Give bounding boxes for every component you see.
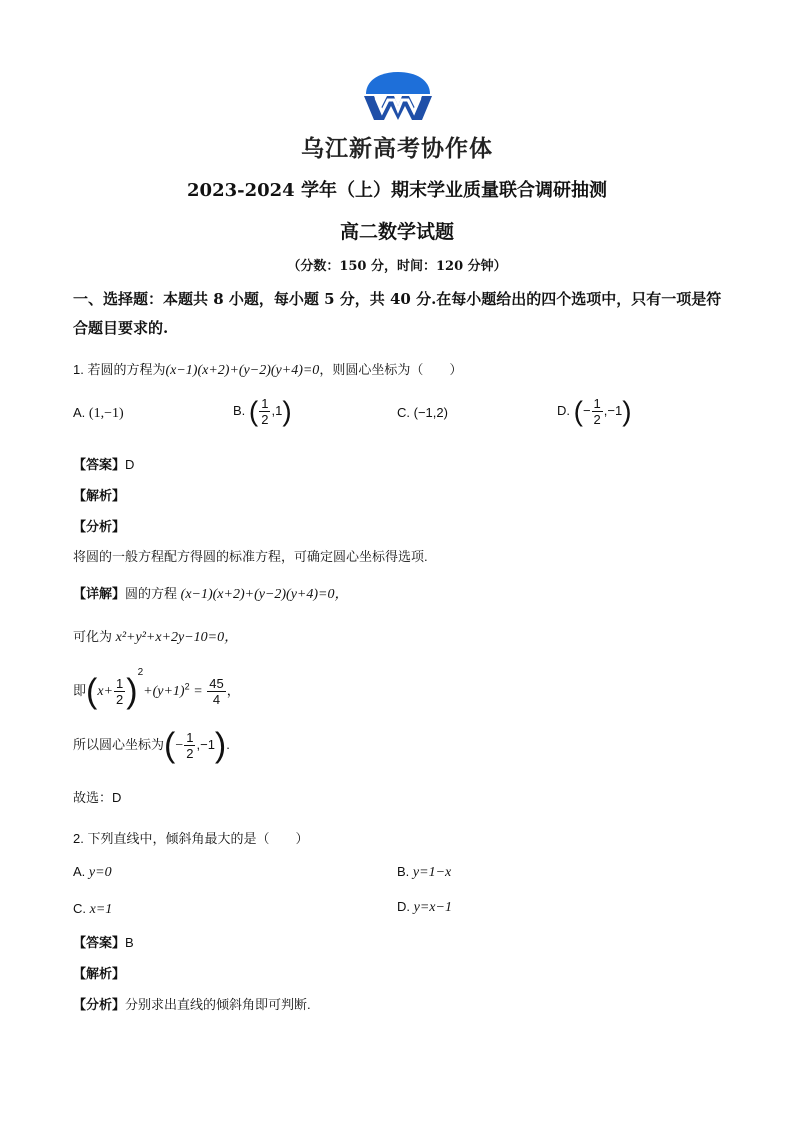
frac-num: 1 <box>593 396 601 411</box>
option-value: (−1,2) <box>413 405 448 420</box>
fenxi-text: 分别求出直线的倾斜角即可判断. <box>125 997 311 1012</box>
q1-option-b: B. ( $\frac{1}{2}$ ,1) <box>233 395 292 427</box>
step3-eq-a: x+ <box>97 684 114 699</box>
option-rest: ,−1 <box>603 402 623 418</box>
option-label: D. <box>397 899 410 914</box>
option-value: y=1−x <box>412 865 452 880</box>
fenxi-tag: 【分析】 <box>73 998 126 1013</box>
answer-value: B <box>125 935 134 950</box>
option-value: (1,−1) <box>88 406 124 421</box>
logo-text: 乌江新高考协作体 <box>301 136 493 162</box>
section-heading: 一、选择题：本题共 8 小题，每小题 5 分，共 40 分.在每小题给出的四个选项中，只有一项是符合题目要求的. <box>73 290 722 337</box>
frac-den: 2 <box>593 412 601 427</box>
step3-text: 即 <box>73 683 87 698</box>
detail-tag: 【详解】 <box>73 587 126 602</box>
answer-value: D <box>125 457 135 472</box>
q1-option-d: D. (− $\frac{1}{2}$ ,−1) <box>557 395 632 427</box>
frac-num: 1 <box>116 676 124 692</box>
q2-fenxi <box>73 994 311 1013</box>
frac-den: 2 <box>261 412 269 427</box>
answer-tag: 【答案】 <box>73 936 126 951</box>
option-label: B. <box>397 864 410 879</box>
option-value: y=x−1 <box>413 900 452 915</box>
q1-stem-prefix: 1. 若圆的方程为 <box>73 362 166 377</box>
score-time: （分数：150 分，时间：120 分钟） <box>287 259 507 274</box>
detail-text: 圆的方程 <box>125 586 178 601</box>
step4-rest: ,−1 <box>196 736 215 752</box>
step3-eq-b: +(y+1) <box>143 684 185 699</box>
q1-equation: (x−1)(x+2)+(y−2)(y+4)=0 <box>165 363 320 378</box>
option-value: x=1 <box>89 902 113 917</box>
minus-sign: − <box>175 737 184 753</box>
q1-fenxi-text: 将圆的一般方程配方得圆的标准方程，可确定圆心坐标得选项. <box>73 549 428 564</box>
q1-step3: 即(x+ $\frac{1}{2}$ )$^2+(y+1)^2$ = $\frac{45}{4}$ ， <box>73 667 240 711</box>
step2-text: 可化为 <box>73 629 113 644</box>
option-label: B. <box>233 402 246 418</box>
frac-num: 1 <box>186 730 194 745</box>
step4-end: . <box>226 736 230 752</box>
step4-text: 所以圆心坐标为 <box>73 736 165 752</box>
exam-subject: 高二数学试题 <box>339 221 454 243</box>
option-label: C. <box>73 901 86 916</box>
q2-analysis-tag: 【解析】 <box>73 967 126 982</box>
q1-option-a <box>73 405 124 422</box>
q1-answer <box>73 454 134 473</box>
answer-tag: 【答案】 <box>73 458 126 473</box>
step3-end: ， <box>226 683 240 698</box>
detail-equation: (x−1)(x+2)+(y−2)(y+4)=0， <box>180 587 349 602</box>
q1-step4: 所以圆心坐标为(− $\frac{1}{2}$ ,−1). <box>73 726 230 765</box>
q1-fenxi-tag: 【分析】 <box>73 520 126 535</box>
q2-option-a <box>73 864 112 881</box>
q2-answer <box>73 932 134 951</box>
option-label: A. <box>73 405 86 420</box>
q2-option-d <box>397 899 452 916</box>
frac-den: 2 <box>186 746 194 761</box>
step3-eq-c: = <box>193 684 203 699</box>
q2-stem: 2. 下列直线中，倾斜角最大的是（ ） <box>73 831 309 846</box>
exam-title: 2023-2024 学年（上）期末学业质量联合调研抽测 <box>187 180 607 201</box>
q1-stem <box>73 359 462 379</box>
q1-detail <box>73 583 349 603</box>
frac-num: 1 <box>261 396 269 411</box>
logo-graphic <box>360 70 436 122</box>
option-value: y=0 <box>88 865 112 880</box>
option-rest: ,1 <box>271 402 283 418</box>
frac-num: 45 <box>209 676 224 692</box>
q1-stem-suffix: ，则圆心坐标为（ ） <box>319 362 463 377</box>
option-label: D. <box>557 402 570 418</box>
q2-option-c <box>73 901 112 918</box>
option-label: A. <box>73 864 86 879</box>
step2-equation: x²+y²+x+2y−10=0， <box>115 630 239 645</box>
q1-analysis-tag: 【解析】 <box>73 489 126 504</box>
frac-den: 2 <box>116 692 124 708</box>
option-label: C. <box>397 405 410 420</box>
q1-conclusion: 故选：D <box>73 790 122 805</box>
q1-option-c <box>397 405 448 420</box>
minus-sign: − <box>582 402 591 418</box>
q1-step2 <box>73 626 238 646</box>
frac-den: 4 <box>212 692 221 708</box>
q2-option-b <box>397 864 451 881</box>
